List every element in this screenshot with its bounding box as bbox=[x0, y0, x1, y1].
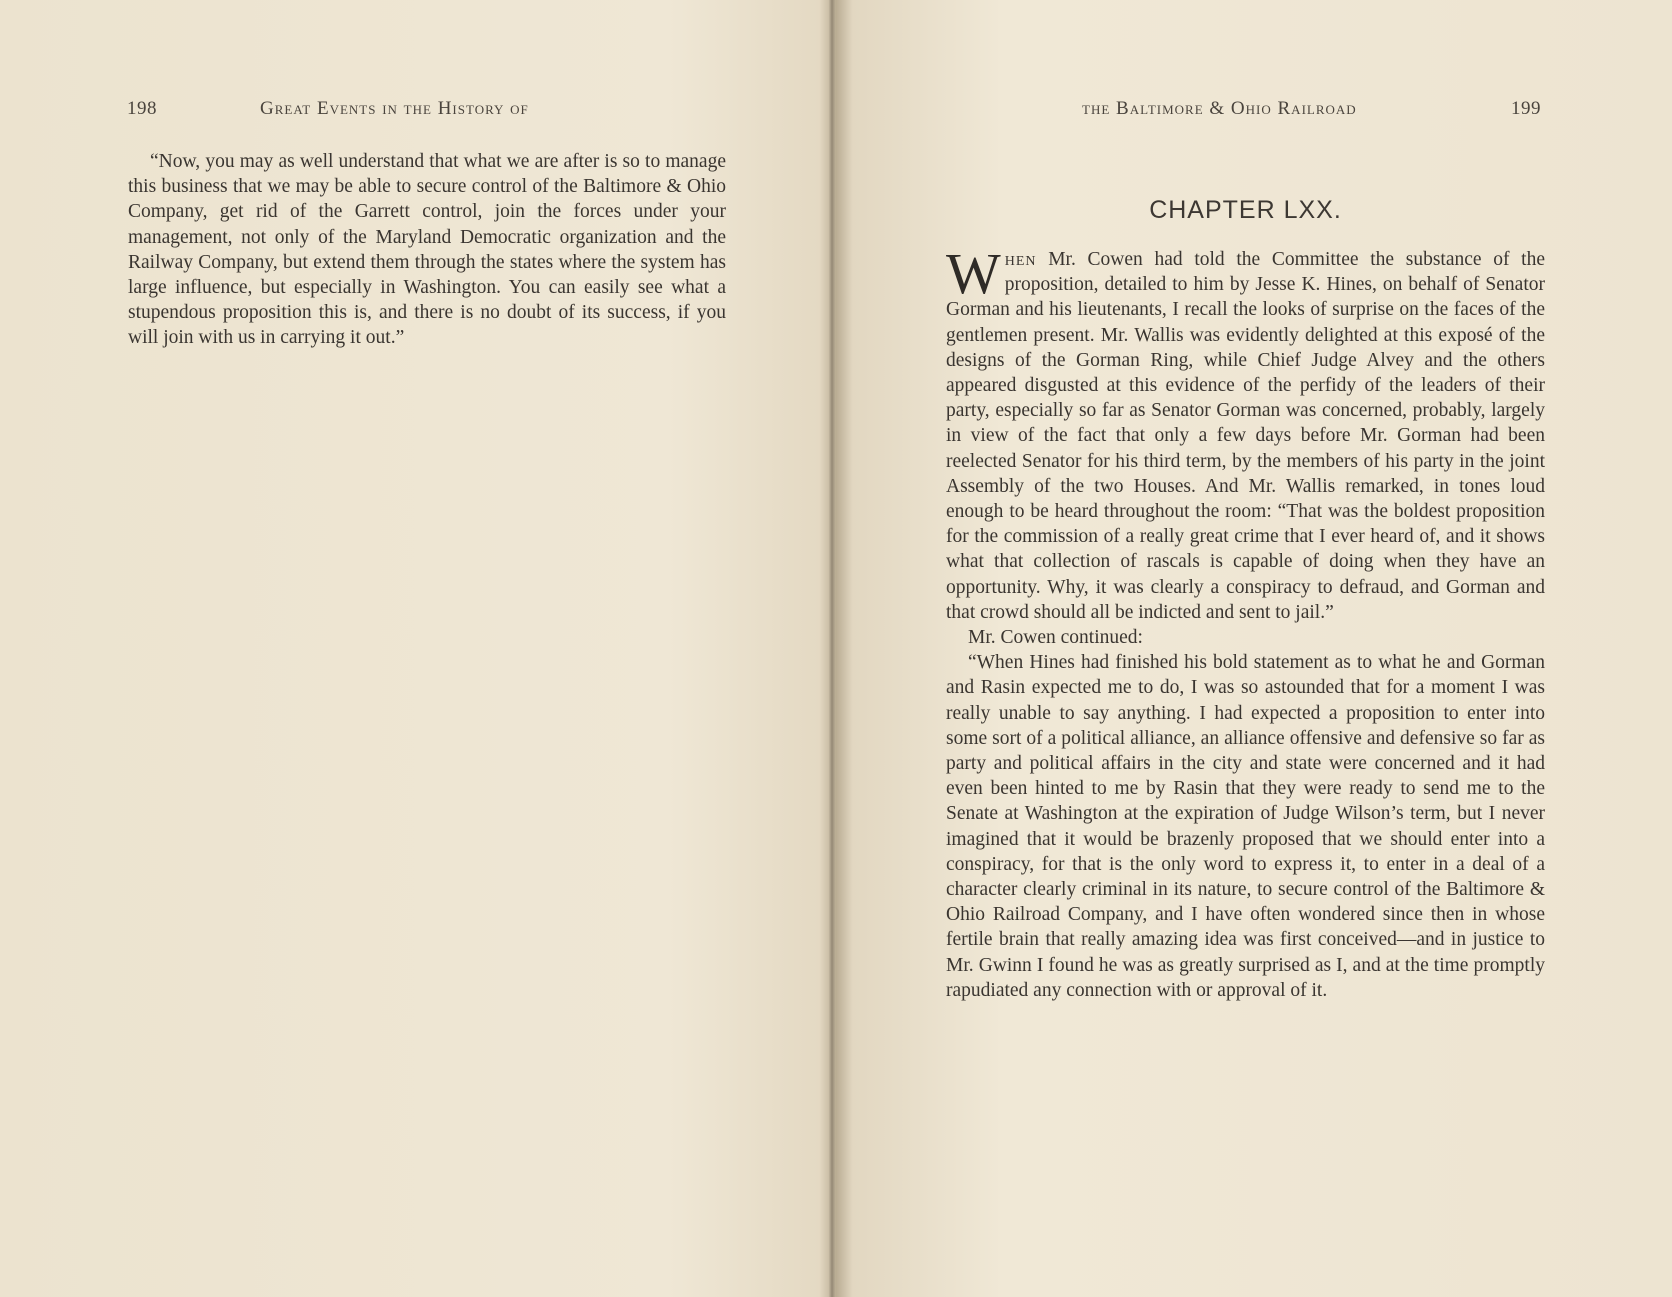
left-page bbox=[0, 0, 829, 1297]
left-page-body bbox=[128, 149, 726, 351]
chapter-title: CHAPTER LXX. bbox=[1149, 196, 1342, 224]
page-number-left: 198 bbox=[127, 98, 157, 119]
paragraph: “When Hines had finished his bold statement as to what he and Gorman and Rasin expected me to do, I was so astounded that for a moment I was really unable to say anything. I had expected a proposition to enter into some sort of a political alliance, an alliance offensive and defensive so far as party and political affairs in the city and state were concerned and it had even been hinted to me by Rasin that they were ready to send me to the Senate at Washington at the expiration of Judge Wilson’s term, but I never imagined that it would be brazenly proposed that we should enter into a conspiracy, for that is the only word to express it, to enter in a deal of a character clearly criminal in its nature, to secure control of the Baltimore & Ohio Railroad Company, and I have often wondered since then in whose fertile brain that really amazing idea was first conceived—and in justice to Mr. Gwinn I found he was as greatly surprised as I, and at the time promptly rapudiated any connection with or approval of it. bbox=[946, 652, 1545, 1001]
running-head-left: Great Events in the History of bbox=[260, 98, 529, 119]
right-page-body bbox=[946, 241, 1545, 1003]
opening-paragraph-text: Mr. Cowen had told the Committee the substance of the proposition, detailed to him by Jesse K. Hines, on behalf of Senator Gorman and his lieutenants, I recall the looks of surprise on the faces of the gentlemen present. Mr. Wallis was evidently delighted at this exposé of the designs of the Gorman Ring, while Chief Judge Alvey and the others appeared disgusted at this evidence of the perfidy of the leaders of their party, especially so far as Senator Gorman was concerned, probably, largely in view of the fact that only a few days before Mr. Gorman had been reelected Senator for his third term, by the members of his party in the joint Assembly of the two Houses. And Mr. Wallis remarked, in tones loud enough to be heard throughout the room: “That was the boldest proposition for the commission of a really great crime that I ever heard of, and it shows what that collection of rascals is capable of doing when they have an opportunity. Why, it was clearly a conspiracy to defraud, and Gorman and that crowd should all be indicted and sent to jail.” bbox=[946, 249, 1545, 623]
paragraph: “Now, you may as well understand that what we are after is so to manage this business that we may be able to secure control of the Baltimore & Ohio Company, get rid of the Garrett control, join the forces under your management, not only of the Maryland Democratic organization and the Railway Company, but extend them through the states where the system has large influence, but especially in Washington. You can easily see what a stupendous proposition this is, and there is no doubt of its success, if you will join with us in carrying it out.” bbox=[128, 151, 726, 349]
right-page bbox=[835, 0, 1672, 1297]
lead-word: hen bbox=[1004, 249, 1037, 270]
opening-paragraph bbox=[946, 241, 1545, 625]
drop-cap: W bbox=[946, 241, 1001, 306]
running-head-right: the Baltimore & Ohio Railroad bbox=[1082, 98, 1357, 119]
paragraph: Mr. Cowen continued: bbox=[968, 627, 1143, 649]
page-number-right: 199 bbox=[1511, 98, 1541, 119]
